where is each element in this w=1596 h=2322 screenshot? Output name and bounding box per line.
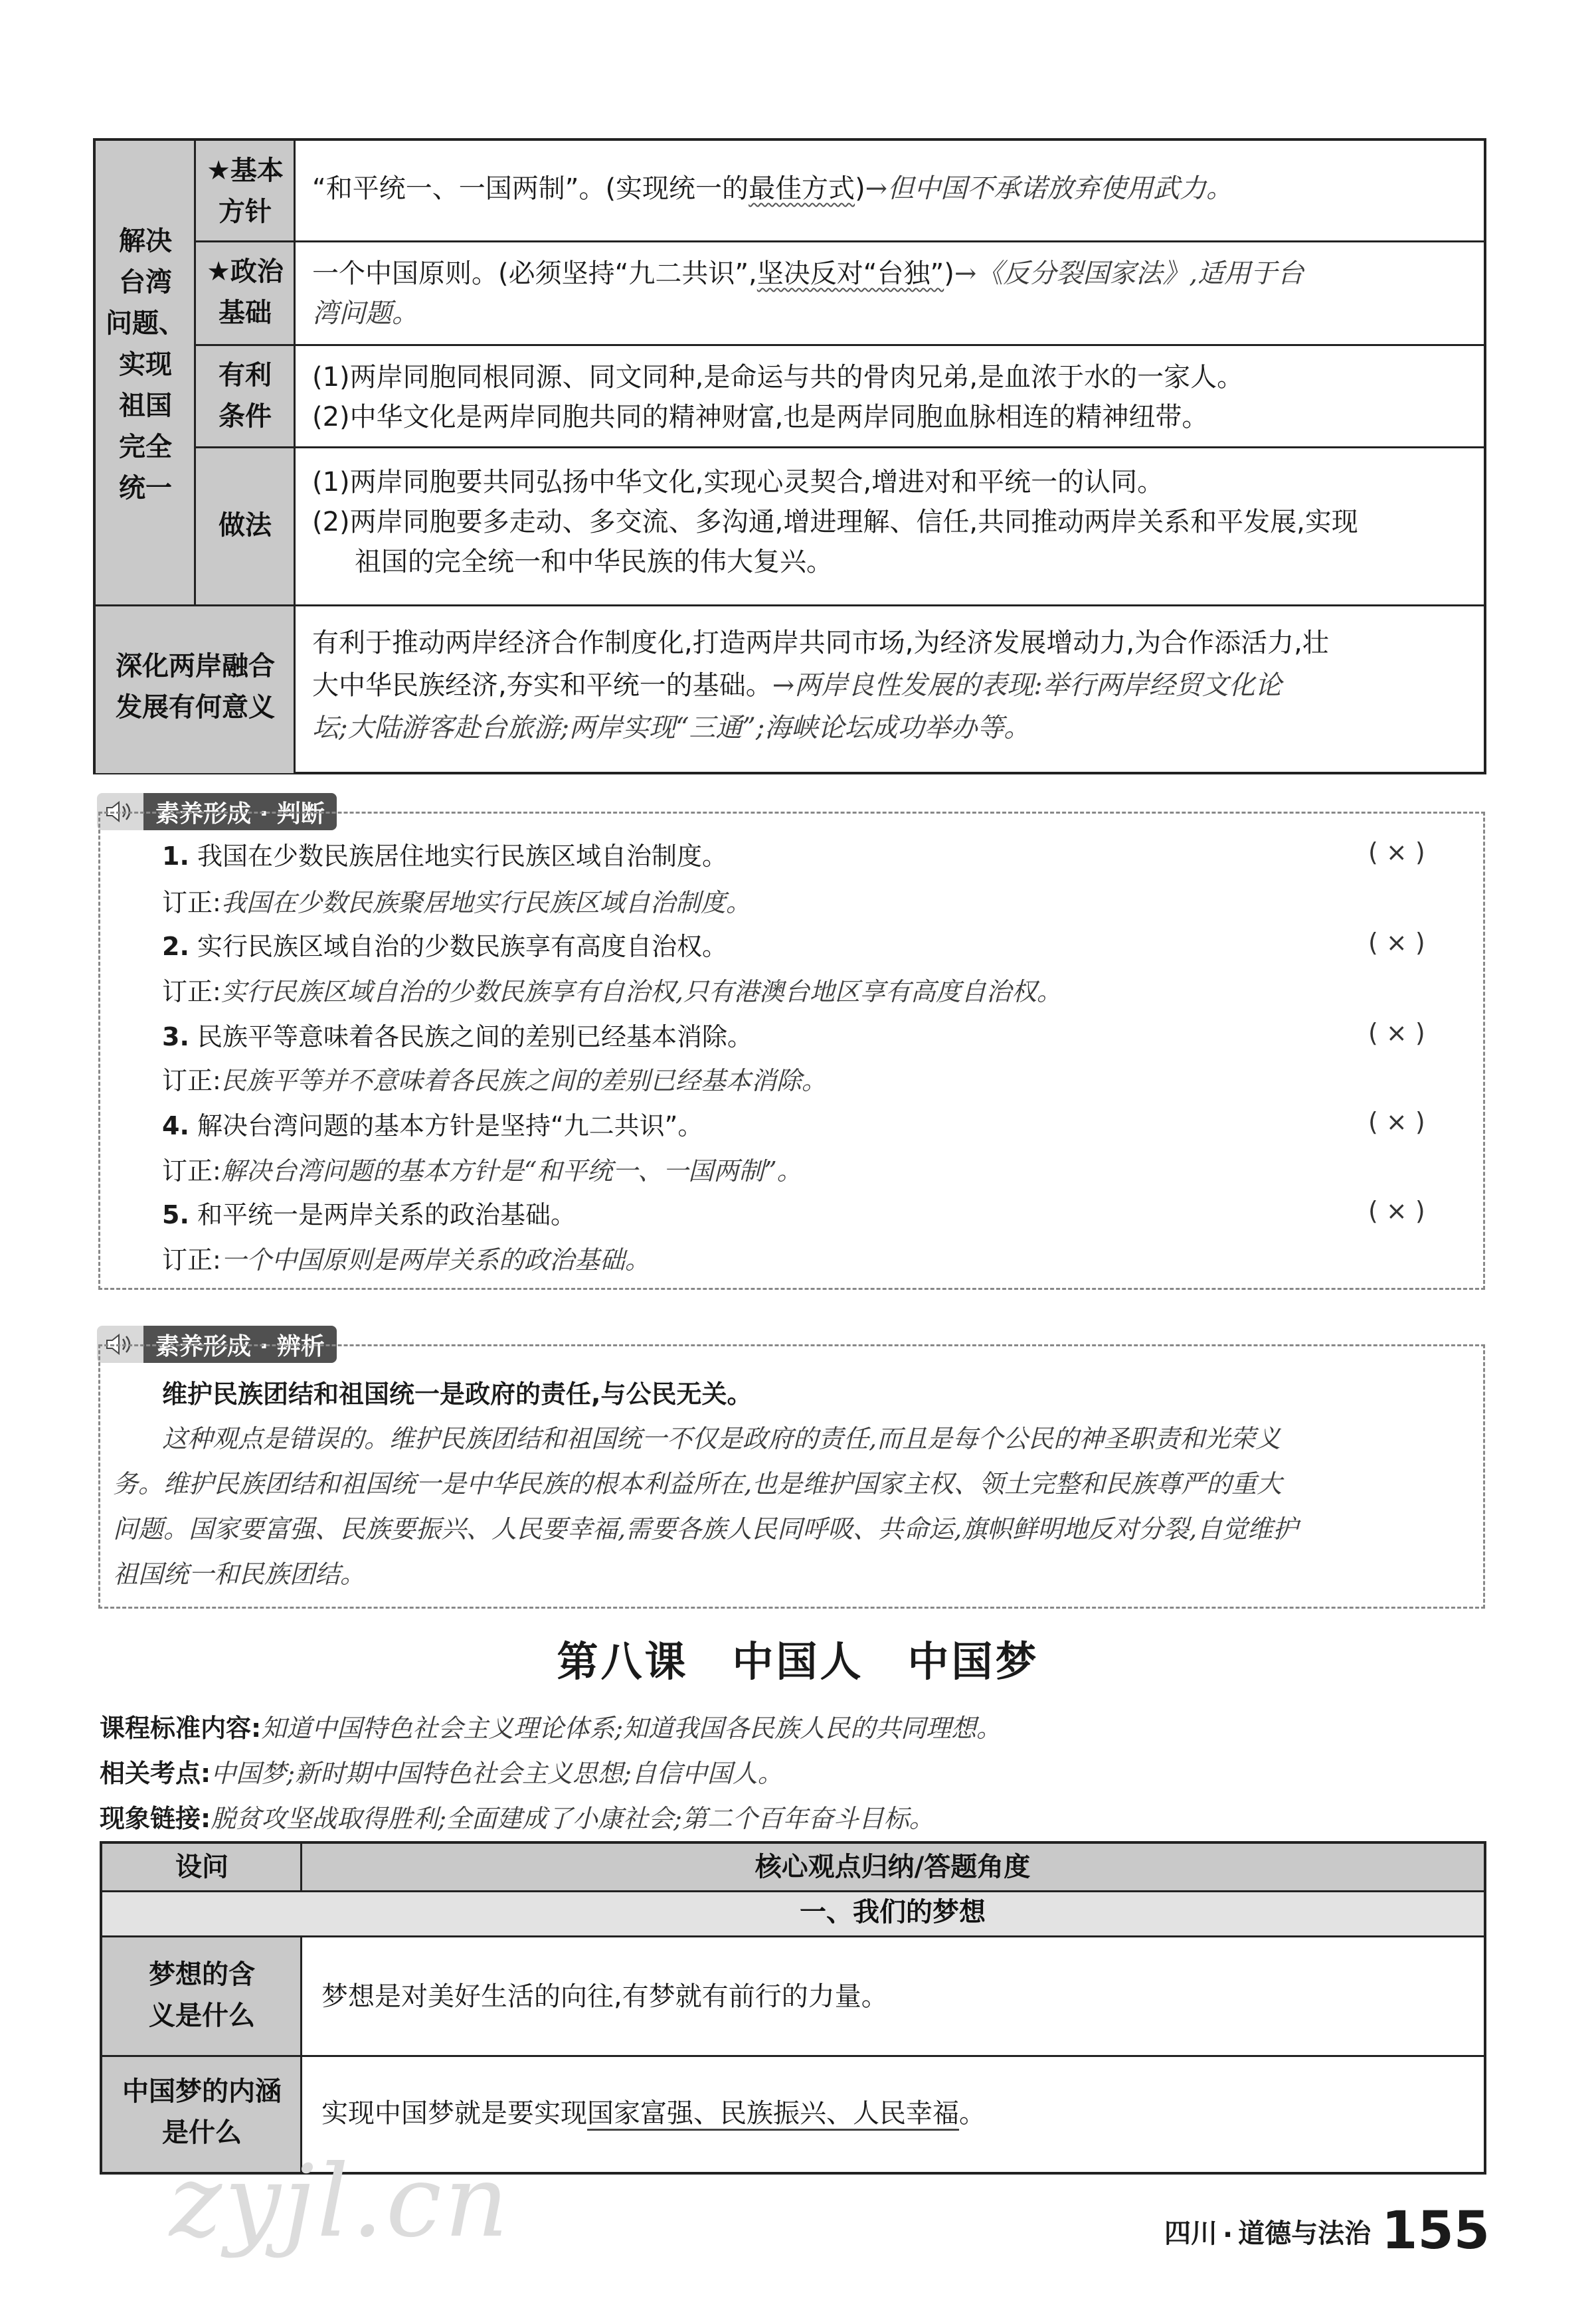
judge-mark: ( × ) (1368, 838, 1425, 867)
judge-fix: 订正:解决台湾问题的基本方针是“和平统一、一国两制”。 (162, 1156, 802, 1186)
watermark: zyjl.cn (169, 2144, 511, 2260)
analysis-tag: 素养形成 · 辨析 (97, 1326, 337, 1363)
favorable-conditions-text: (1)两岸同胞同根同源、同文同种,是命运与共的骨肉兄弟,是血浓于水的一家人。 (2)中华文化是两岸同胞共同的精神财富,也是两岸同胞血脉相连的精神纽带。 (312, 362, 1244, 432)
page-number: 155 (1381, 2201, 1490, 2261)
question-china-dream: 中国梦的内涵 是什么 (122, 2076, 282, 2148)
judge-item: 3. 民族平等意味着各民族之间的差别已经基本消除。 (162, 1022, 753, 1051)
row-label-favorable-conditions: 有利 条件 (219, 360, 272, 432)
judge-fix: 订正:一个中国原则是两岸关系的政治基础。 (162, 1245, 650, 1275)
footer-dot: · (1222, 2220, 1233, 2250)
judge-tag: 素养形成 · 判断 (97, 793, 337, 830)
judge-mark: ( × ) (1368, 928, 1425, 957)
row-label-approach: 做法 (219, 510, 272, 541)
political-basis-text: 一个中国原则。(必须坚持“九二共识”,坚决反对“台独”)→《反分裂国家法》,适用于台 湾问题。 (312, 258, 1304, 329)
question-dream-meaning: 梦想的含 义是什么 (149, 1959, 255, 2031)
analysis-body: 这种观点是错误的。维护民族团结和祖国统一不仅是政府的责任,而且是每个公民的神圣职责和光荣义 务。维护民族团结和祖国统一是中华民族的根本利益所在,也是维护国家主权、领土完整和民族尊严的重大 问题。国家要富强、民族要振兴、人民要幸福,需要各族人民同呼吸、共命运,旗帜鲜明地反对分裂,自觉维护 祖国统一和民族团结。 (113, 1424, 1298, 1589)
deepen-label: 深化两岸融合 发展有何意义 (116, 651, 275, 723)
footer-subject: 道德与法治 (1238, 2218, 1372, 2249)
judge-fix: 订正:我国在少数民族聚居地实行民族区域自治制度。 (162, 888, 751, 917)
basic-policy-text: “和平统一、一国两制”。(实现统一的最佳方式)→但中国不承诺放弃使用武力。 (312, 173, 1233, 204)
lesson-title: 第八课 中国人 中国梦 (557, 1637, 1039, 1686)
judge-fix: 订正:实行民族区域自治的少数民族享有自治权,只有港澳台地区享有高度自治权。 (162, 977, 1062, 1006)
judge-item: 4. 解决台湾问题的基本方针是坚持“九二共识”。 (162, 1111, 703, 1140)
side-label: 解决 台湾 问题、 实现 祖国 完全 统一 (106, 226, 185, 503)
judge-item: 1. 我国在少数民族居住地实行民族区域自治制度。 (162, 842, 727, 871)
answer-china-dream: 实现中国梦就是要实现国家富强、民族振兴、人民幸福。 (321, 2094, 986, 2133)
judge-fix: 订正:民族平等并不意味着各民族之间的差别已经基本消除。 (162, 1066, 827, 1095)
answer-dream-meaning: 梦想是对美好生活的向往,有梦就有前行的力量。 (321, 1981, 888, 2012)
header-answer: 核心观点归纳/答题角度 (754, 1852, 1031, 1882)
related-points: 相关考点:中国梦;新时期中国特色社会主义思想;自信中国人。 (100, 1759, 783, 1788)
header-question: 设问 (175, 1852, 228, 1882)
row-label-basic-policy: ★基本 方针 (207, 155, 284, 227)
taiwan-unification-table (93, 138, 1486, 774)
page-footer (1164, 2201, 1490, 2261)
judge-item: 5. 和平统一是两岸关系的政治基础。 (162, 1200, 576, 1229)
judge-mark: ( × ) (1368, 1196, 1425, 1225)
footer-region: 四川 (1164, 2218, 1217, 2249)
judge-mark: ( × ) (1368, 1107, 1425, 1136)
dream-table (100, 1841, 1486, 2175)
course-standard: 课程标准内容:知道中国特色社会主义理论体系;知道我国各民族人民的共同理想。 (100, 1714, 1002, 1743)
approach-text: (1)两岸同胞要共同弘扬中华文化,实现心灵契合,增进对和平统一的认同。 (2)两岸同胞要多走动、多交流、多沟通,增进理解、信任,共同推动两岸关系和平发展,实现 祖国的完全统一和中华民族的伟大复兴。 (312, 467, 1358, 577)
phenomenon-links: 现象链接:脱贫攻坚战取得胜利;全面建成了小康社会;第二个百年奋斗目标。 (100, 1804, 934, 1833)
section-title: 一、我们的梦想 (800, 1897, 986, 1927)
judge-mark: ( × ) (1368, 1018, 1425, 1047)
deepen-text: 有利于推动两岸经济合作制度化,打造两岸共同市场,为经济发展增动力,为合作添活力,壮 大中华民族经济,夯实和平统一的基础。→两岸良性发展的表现:举行两岸经贸文化论 坛;大陆游客赴台旅游;两岸实现“三通”;海峡论坛成功举办等。 (312, 628, 1329, 743)
row-label-political-basis: ★政治 基础 (207, 256, 284, 328)
analysis-statement: 维护民族团结和祖国统一是政府的责任,与公民无关。 (162, 1380, 753, 1409)
judge-item: 2. 实行民族区域自治的少数民族享有高度自治权。 (162, 932, 727, 961)
